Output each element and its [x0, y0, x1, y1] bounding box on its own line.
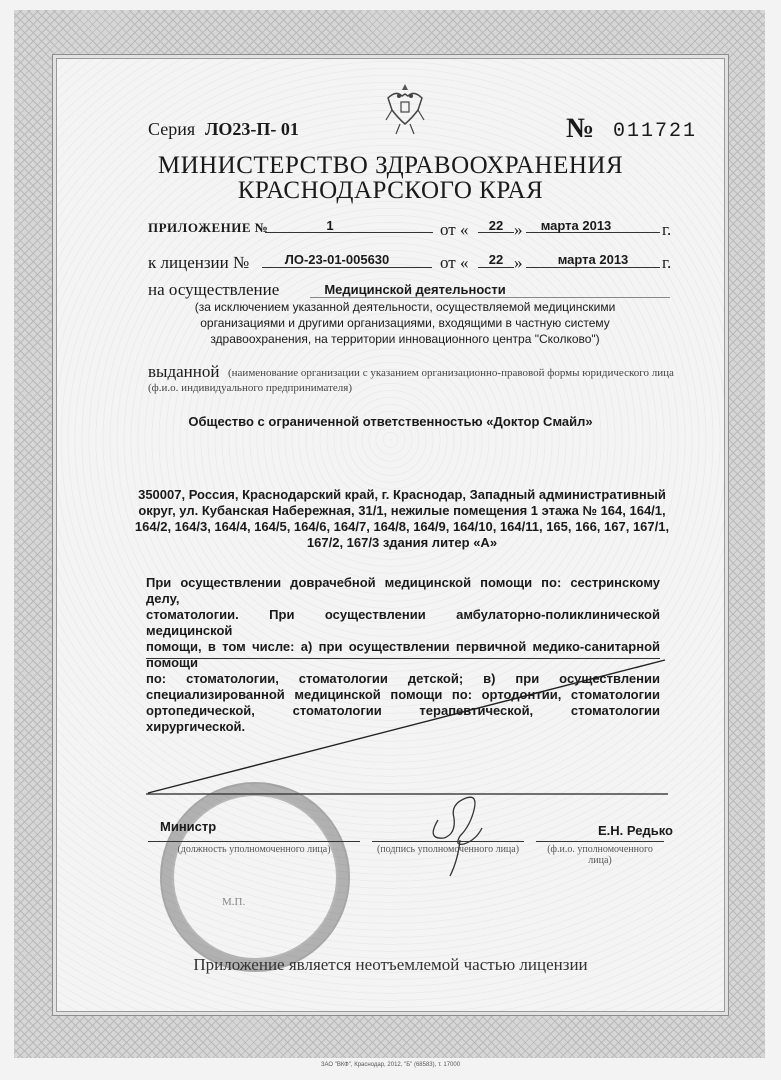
activity-detail-line: (за исключением указанной деятельности, осуществляемой медицинскими [194, 300, 616, 314]
activity-label: на осуществление [148, 280, 280, 299]
series-value: ЛО23-П- 01 [205, 119, 299, 139]
official-seal-stamp [160, 782, 350, 972]
handwritten-signature [420, 780, 510, 880]
services-line: специализированной медицинской помощи по: ортодонтии, стоматологии [146, 687, 660, 702]
appendix-day-close: » [514, 220, 523, 239]
activity-detail-line: здравоохранения, на территории инновационного центра "Сколково") [210, 332, 600, 346]
appendix-number: 1 [326, 218, 334, 233]
activity-title: Медицинской деятельности [324, 282, 506, 297]
services-line: помощи, в том числе: а) при осуществлении первичной медико-санитарной помощи [146, 639, 660, 670]
footer-text: Приложение является неотъемлемой частью лицензии [193, 955, 588, 974]
number-label: № [566, 113, 595, 144]
signer-name: Е.Н. Редько [598, 823, 673, 838]
license-month-year: марта 2013 [557, 252, 629, 267]
number-value: 011721 [613, 120, 698, 143]
caption-name: (ф.и.о. уполномоченного лица) [547, 844, 653, 866]
printer-imprint: ЗАО "ВКФ", Краснодар, 2012, "Б" (68583), т. 17000 [320, 1062, 461, 1068]
signer-position: Министр [160, 819, 217, 834]
ministry-title-line1: МИНИСТЕРСТВО ЗДРАВООХРАНЕНИЯ [157, 152, 624, 179]
appendix-year-suffix: г. [662, 220, 672, 239]
services-line: стоматологии. При осуществлении амбулаторно-поликлинической медицинской [146, 607, 660, 638]
address-line: округ, ул. Кубанская Набережная, 31/1, нежилые помещения 1 этажа № 164, 164/1, [138, 503, 666, 518]
caption-signature: (подпись уполномоченного лица) [376, 844, 520, 855]
license-year-suffix: г. [662, 253, 672, 272]
appendix-month-year: марта 2013 [540, 218, 612, 233]
license-number: ЛО-23-01-005630 [284, 252, 390, 267]
services-line: по: стоматологии, стоматологии детской; в) при осуществлении [146, 671, 660, 686]
license-label: к лицензии № [148, 253, 250, 272]
address-line: 350007, Россия, Краснодарский край, г. Краснодар, Западный административный [138, 487, 666, 502]
stamp-mp: М.П. [222, 896, 246, 908]
ministry-title-line2: КРАСНОДАРСКОГО КРАЯ [237, 177, 544, 204]
address-line: 164/2, 164/3, 164/4, 164/5, 164/6, 164/7, 164/8, 164/9, 164/10, 164/11, 165, 166, 167, 167/1, [134, 519, 670, 534]
appendix-label: ПРИЛОЖЕНИЕ № [148, 220, 269, 235]
license-day-close: » [514, 253, 523, 272]
series-label: Серия [148, 119, 196, 139]
appendix-day: 22 [488, 218, 504, 233]
services-line: ортопедической, стоматологии терапевтической, стоматологии хирургической. [146, 703, 660, 734]
address-line: 167/2, 167/3 здания литер «А» [306, 535, 498, 550]
license-day: 22 [488, 252, 504, 267]
appendix-from-label: от « [440, 220, 469, 239]
services-line: При осуществлении доврачебной медицинской помощи по: сестринскому делу, [146, 575, 660, 606]
license-from-label: от « [440, 253, 469, 272]
issued-note-line2: (ф.и.о. индивидуального предпринимателя) [148, 382, 352, 394]
caption-position: (должность уполномоченного лица) [177, 844, 331, 855]
issued-note-line1: (наименование организации с указанием организационно-правовой формы юридического лица [228, 367, 674, 379]
issued-label: выданной [148, 362, 220, 381]
organization-name: Общество с ограниченной ответственностью «Доктор Смайл» [188, 414, 593, 429]
activity-detail-line: организациями и другими организациями, входящими в частную систему [200, 316, 610, 330]
